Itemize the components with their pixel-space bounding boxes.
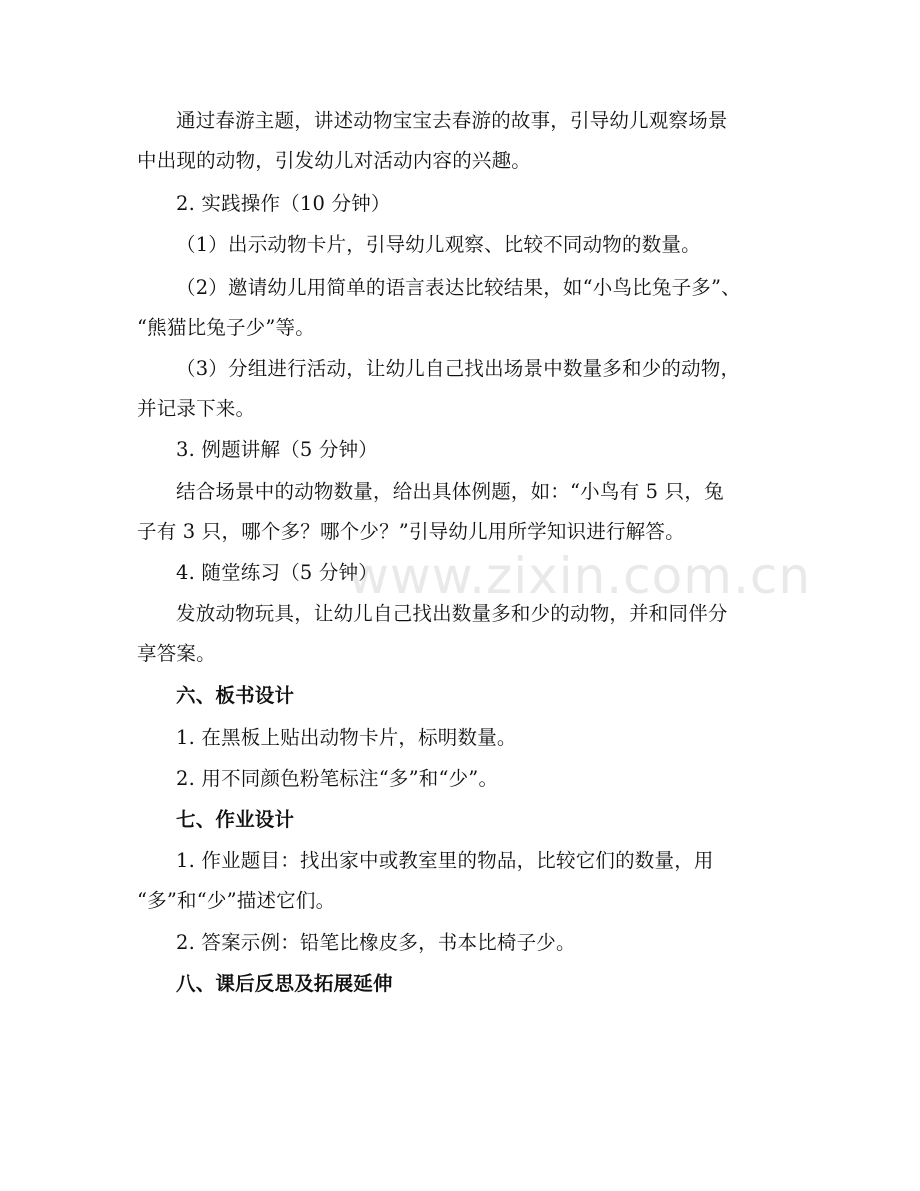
paragraph-line: 结合场景中的动物数量，给出具体例题，如：“小鸟有 5 只，兔 <box>176 480 724 503</box>
list-item: 2. 用不同颜色粉笔标注“多”和“少”。 <box>176 767 499 790</box>
paragraph-line: 享答案。 <box>137 642 216 665</box>
list-item-continuation: 并记录下来。 <box>137 397 256 420</box>
paragraph-line: 中出现的动物，引发幼儿对活动内容的兴趣。 <box>137 149 532 172</box>
list-item: （1）出示动物卡片，引导幼儿观察、比较不同动物的数量。 <box>176 233 701 256</box>
watermark: www.zixin.com.cn <box>348 547 812 605</box>
list-item: 1. 在黑板上贴出动物卡片，标明数量。 <box>176 726 517 749</box>
list-item-continuation: “多”和“少”描述它们。 <box>137 889 336 912</box>
paragraph-line: 子有 3 只，哪个多？哪个少？”引导幼儿用所学知识进行解答。 <box>137 520 685 543</box>
section-title: 2. 实践操作（10 分钟） <box>176 192 391 215</box>
section-title: 3. 例题讲解（5 分钟） <box>176 438 379 461</box>
paragraph-line: 发放动物玩具，让幼儿自己找出数量多和少的动物，并和同伴分 <box>176 602 728 625</box>
paragraph-line: 通过春游主题，讲述动物宝宝去春游的故事，引导幼儿观察场景 <box>176 109 728 132</box>
list-item-continuation: “熊猫比兔子少”等。 <box>137 316 315 339</box>
section-heading: 七、作业设计 <box>176 808 295 831</box>
list-item: 1. 作业题目：找出家中或教室里的物品，比较它们的数量，用 <box>176 849 714 872</box>
list-item: 2. 答案示例：铅笔比橡皮多，书本比椅子少。 <box>176 931 576 954</box>
list-item: （3）分组进行活动，让幼儿自己找出场景中数量多和少的动物， <box>176 357 741 380</box>
section-heading: 八、课后反思及拓展延伸 <box>176 972 393 995</box>
section-title: 4. 随堂练习（5 分钟） <box>176 561 379 584</box>
list-item: （2）邀请幼儿用简单的语言表达比较结果，如“小鸟比兔子多”、 <box>176 276 741 299</box>
section-heading: 六、板书设计 <box>176 684 295 707</box>
